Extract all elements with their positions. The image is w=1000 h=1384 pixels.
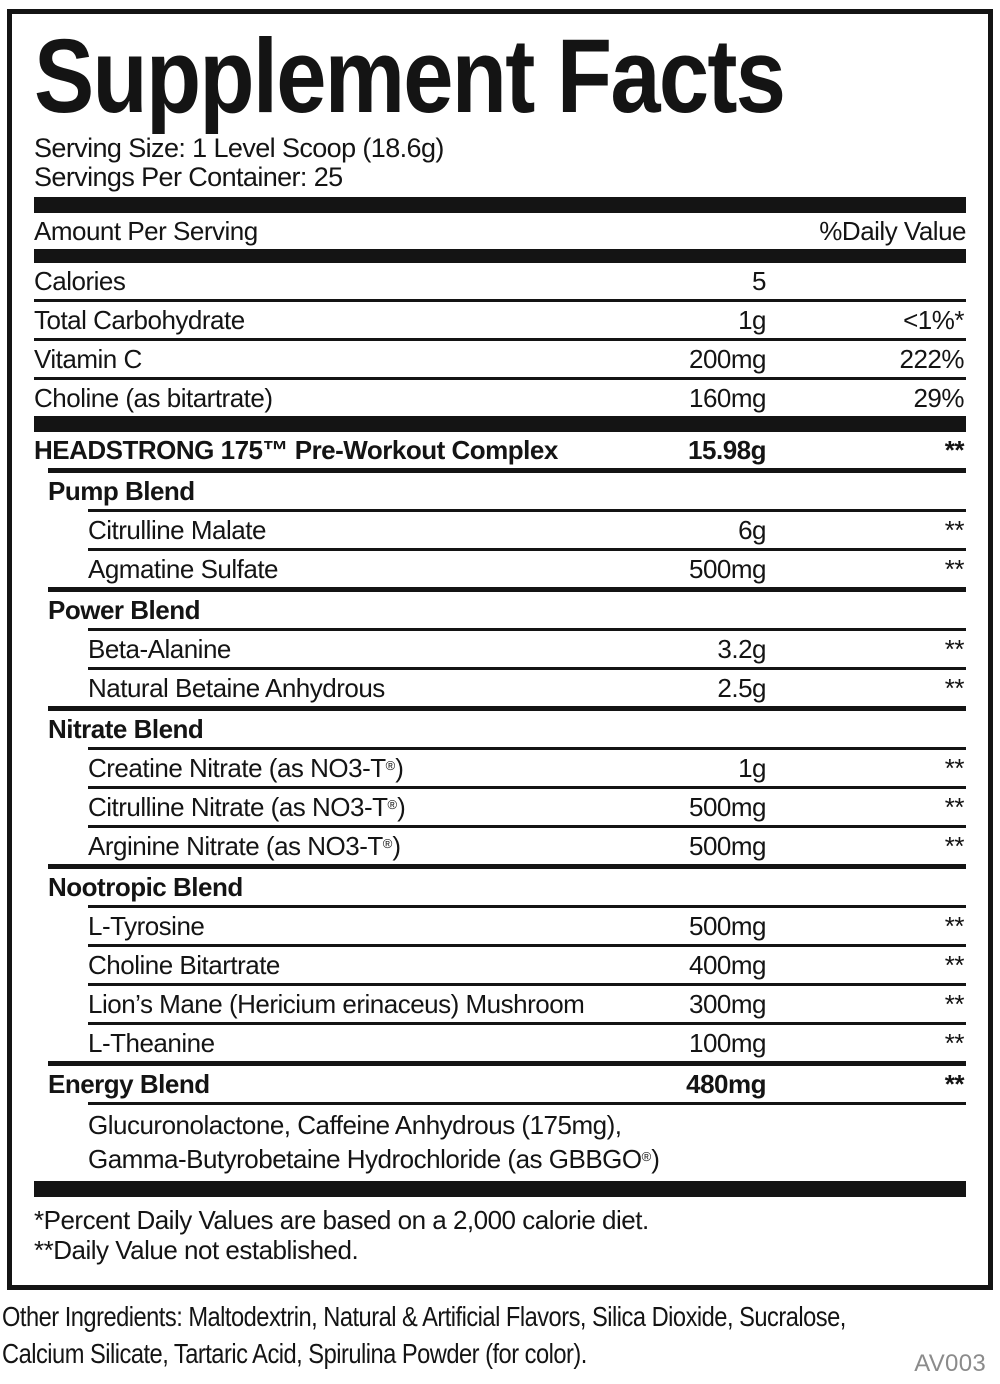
ingredient-name: Calories — [34, 265, 126, 296]
ingredient-daily-value: ** — [944, 514, 964, 545]
ingredient-row — [88, 509, 966, 548]
other-ingredients-line: Other Ingredients: Maltodextrin, Natural & Artificial Flavors, Silica Dioxide, Sucralose, — [2, 1301, 846, 1333]
ingredient-name: Beta-Alanine — [88, 633, 231, 664]
blend-header-row — [48, 587, 966, 628]
ingredient-daily-value: ** — [944, 553, 964, 584]
ingredient-amount: 400mg — [689, 949, 766, 980]
ingredient-name: Choline Bitartrate — [88, 949, 280, 980]
ingredient-amount: 100mg — [689, 1027, 766, 1058]
ingredient-name: Choline (as bitartrate) — [34, 382, 273, 413]
ingredient-daily-value: ** — [944, 949, 964, 980]
ingredient-row — [34, 377, 966, 416]
ingredient-name: Pump Blend — [48, 475, 195, 506]
blend-description — [88, 1102, 966, 1181]
blend-header-row — [34, 432, 966, 468]
ingredient-amount: 6g — [738, 514, 766, 545]
divider-bar — [34, 197, 966, 213]
ingredient-name: Power Blend — [48, 594, 200, 625]
other-ingredients-line: Calcium Silicate, Tartaric Acid, Spirulina Powder (for color). — [2, 1338, 587, 1370]
blend-header-row — [48, 468, 966, 509]
footnote-not-established: **Daily Value not established. — [34, 1235, 359, 1266]
ingredient-name: Lion’s Mane (Hericium erinaceus) Mushroom — [88, 988, 585, 1019]
divider-bar — [34, 249, 966, 263]
ingredient-amount: 200mg — [689, 343, 766, 374]
supplement-facts-panel — [7, 9, 993, 1290]
ingredient-daily-value: <1%* — [903, 304, 964, 335]
ingredient-row — [88, 786, 966, 825]
blend-header-row — [48, 1061, 966, 1102]
ingredient-daily-value: ** — [944, 752, 964, 783]
ingredient-row — [88, 905, 966, 944]
ingredient-row — [88, 548, 966, 587]
ingredient-row — [88, 1022, 966, 1061]
ingredient-daily-value: ** — [944, 434, 964, 465]
ingredient-amount: 500mg — [689, 910, 766, 941]
ingredient-amount: 160mg — [689, 382, 766, 413]
ingredient-daily-value: ** — [944, 830, 964, 861]
ingredient-amount: 3.2g — [717, 633, 766, 664]
ingredient-name: Energy Blend — [48, 1068, 210, 1099]
daily-value-header: %Daily Value — [819, 215, 966, 246]
panel-title: Supplement Facts — [34, 18, 785, 135]
label-code: AV003 — [914, 1350, 986, 1377]
blend-description-line: Gamma-Butyrobetaine Hydrochloride (as GBBGO®) — [88, 1144, 660, 1175]
ingredient-row — [88, 667, 966, 706]
servings-per-container: Servings Per Container: 25 — [34, 162, 343, 192]
ingredient-daily-value: ** — [944, 1068, 964, 1099]
ingredient-amount: 300mg — [689, 988, 766, 1019]
ingredient-amount: 500mg — [689, 553, 766, 584]
ingredient-amount: 5 — [752, 265, 766, 296]
ingredient-amount: 480mg — [686, 1068, 766, 1099]
ingredient-daily-value: ** — [944, 633, 964, 664]
table-header — [34, 213, 966, 249]
ingredient-amount: 15.98g — [688, 434, 766, 465]
ingredient-daily-value: ** — [944, 988, 964, 1019]
footnotes — [34, 1197, 966, 1265]
ingredient-name: Arginine Nitrate (as NO3-T®) — [88, 830, 401, 861]
ingredient-name: Agmatine Sulfate — [88, 553, 279, 584]
ingredient-row — [34, 299, 966, 338]
blend-description-line: Glucuronolactone, Caffeine Anhydrous (175mg), — [88, 1110, 622, 1140]
amount-per-serving-header: Amount Per Serving — [34, 215, 258, 246]
ingredient-name: HEADSTRONG 175™ Pre-Workout Complex — [34, 434, 558, 465]
ingredient-amount: 1g — [738, 304, 766, 335]
ingredient-daily-value: ** — [944, 672, 964, 703]
ingredient-name: Natural Betaine Anhydrous — [88, 672, 385, 703]
ingredient-daily-value: ** — [944, 910, 964, 941]
ingredient-amount: 500mg — [689, 830, 766, 861]
ingredient-table — [34, 263, 966, 1197]
ingredient-row — [88, 944, 966, 983]
ingredient-name: Citrulline Nitrate (as NO3-T®) — [88, 791, 406, 822]
ingredient-name: Nootropic Blend — [48, 871, 243, 902]
ingredient-name: Citrulline Malate — [88, 514, 266, 545]
ingredient-name: L-Tyrosine — [88, 910, 205, 941]
serving-info — [34, 134, 966, 192]
ingredient-name: Creatine Nitrate (as NO3-T®) — [88, 752, 404, 783]
ingredient-daily-value: 222% — [899, 343, 964, 374]
ingredient-row — [88, 825, 966, 864]
ingredient-name: Vitamin C — [34, 343, 142, 374]
ingredient-daily-value: ** — [944, 1027, 964, 1058]
ingredient-daily-value: ** — [944, 791, 964, 822]
ingredient-row — [88, 747, 966, 786]
blend-header-row — [48, 706, 966, 747]
ingredient-row — [88, 983, 966, 1022]
ingredient-name: L-Theanine — [88, 1027, 215, 1058]
supplement-label-page — [0, 9, 1000, 1384]
ingredient-amount: 2.5g — [717, 672, 766, 703]
serving-size: Serving Size: 1 Level Scoop (18.6g) — [34, 133, 444, 163]
ingredient-amount: 500mg — [689, 791, 766, 822]
ingredient-row — [88, 628, 966, 667]
ingredient-row — [34, 338, 966, 377]
blend-header-row — [48, 864, 966, 905]
divider-bar — [34, 1181, 966, 1197]
other-ingredients — [2, 1298, 999, 1372]
footnote-daily-values: *Percent Daily Values are based on a 2,000 calorie diet. — [34, 1205, 649, 1236]
ingredient-name: Nitrate Blend — [48, 713, 204, 744]
ingredient-amount: 1g — [738, 752, 766, 783]
ingredient-row — [34, 263, 966, 299]
ingredient-name: Total Carbohydrate — [34, 304, 245, 335]
divider-bar — [34, 416, 966, 432]
ingredient-daily-value: 29% — [913, 382, 964, 413]
